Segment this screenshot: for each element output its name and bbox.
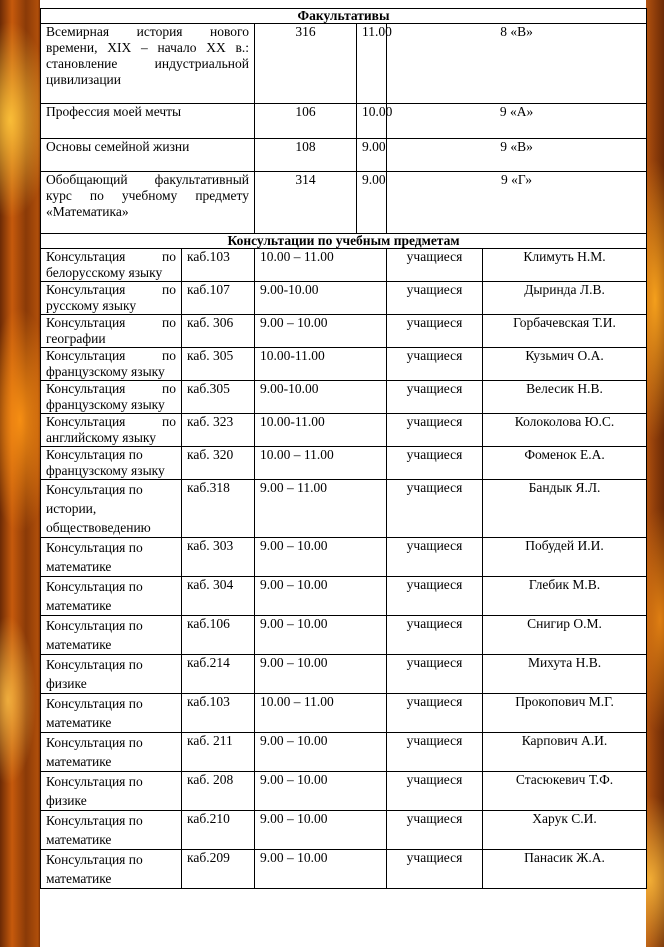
elective-room: 108 [255,139,357,172]
consultation-row [41,538,647,577]
subject-word: Консультация [46,348,126,363]
consultation-room: каб.103 [182,249,255,282]
consultation-teacher: Стасюкевич Т.Ф. [483,772,647,811]
consultation-subject: Консультация по физике [41,655,182,694]
consultation-room: каб. 306 [182,315,255,348]
consultation-teacher: Фоменок Е.А. [483,447,647,480]
consultation-time: 10.00-11.00 [255,348,387,381]
consultation-teacher: Михута Н.В. [483,655,647,694]
consultation-room: каб.305 [182,381,255,414]
consultation-audience: учащиеся [387,655,483,694]
consultation-audience: учащиеся [387,694,483,733]
consultation-row [41,811,647,850]
consultation-room: каб.107 [182,282,255,315]
consultation-subject [41,348,182,381]
elective-row [41,139,647,172]
consultation-time: 9.00 – 10.00 [255,733,387,772]
elective-time: 9.00 [357,172,387,234]
consultation-audience: учащиеся [387,249,483,282]
consultation-row [41,733,647,772]
consultation-subject: Консультация по математике [41,811,182,850]
consultation-teacher: Климуть Н.М. [483,249,647,282]
subject-line-1 [46,447,176,463]
subject-word: по [162,348,176,363]
elective-row [41,172,647,234]
consultation-subject: Консультация по математике [41,616,182,655]
consultation-time: 9.00 – 10.00 [255,538,387,577]
subject-word: по [162,282,176,297]
subject-word: Консультация [46,315,126,330]
consultation-audience: учащиеся [387,850,483,889]
consultation-subject: Консультация по истории, обществоведению [41,480,182,538]
consultation-teacher: Дыринда Л.В. [483,282,647,315]
elective-course: Всемирная история нового времени, XIX – начало XX в.: становление индустриальной цивилизации [41,24,255,104]
subject-line-1 [46,381,176,397]
consultation-audience: учащиеся [387,772,483,811]
consultation-room: каб.210 [182,811,255,850]
consultation-subject [41,315,182,348]
consultation-time: 9.00 – 10.00 [255,850,387,889]
consultation-row [41,381,647,414]
elective-time: 11.00 [357,24,387,104]
consultation-audience: учащиеся [387,538,483,577]
consultation-room: каб.103 [182,694,255,733]
consultation-subject: Консультация по физике [41,772,182,811]
consultation-subject: Консультация по математике [41,733,182,772]
consultation-row [41,414,647,447]
elective-course: Обобщающий факультативный курс по учебному предмету «Математика» [41,172,255,234]
consultation-row [41,447,647,480]
consultation-subject [41,282,182,315]
consultation-room: каб. 320 [182,447,255,480]
elective-row [41,24,647,104]
consultation-row [41,850,647,889]
subject-line-1 [46,348,176,364]
consultation-audience: учащиеся [387,315,483,348]
elective-time: 10.00 [357,104,387,139]
subject-line-2: английскому языку [46,430,157,445]
consultation-room: каб. 304 [182,577,255,616]
consultation-row [41,616,647,655]
consultation-teacher: Горбачевская Т.И. [483,315,647,348]
consultation-subject [41,249,182,282]
consultation-time: 10.00-11.00 [255,414,387,447]
consultation-teacher: Кузьмич О.А. [483,348,647,381]
subject-word: Консультация [46,249,126,264]
subject-line-2: французскому языку [46,397,165,412]
elective-class: 9 «Г» [387,172,647,234]
elective-class: 8 «В» [387,24,647,104]
consultation-row [41,655,647,694]
consultation-subject [41,447,182,480]
consultation-audience: учащиеся [387,282,483,315]
consultation-time: 9.00 – 10.00 [255,655,387,694]
consultation-row [41,282,647,315]
schedule-table [40,8,647,889]
consultation-room: каб.209 [182,850,255,889]
consultation-teacher: Бандык Я.Л. [483,480,647,538]
electives-heading: Факультативы [41,9,647,24]
consultation-teacher: Побудей И.И. [483,538,647,577]
subject-line-1 [46,315,176,331]
subject-word: по [162,249,176,264]
consultation-time: 9.00 – 10.00 [255,577,387,616]
consultations-heading-row [41,234,647,249]
consultation-teacher: Колоколова Ю.С. [483,414,647,447]
consultation-subject: Консультация по математике [41,577,182,616]
subject-word: Консультация по [46,447,143,462]
consultation-time: 9.00 – 11.00 [255,480,387,538]
consultation-room: каб. 211 [182,733,255,772]
elective-room: 316 [255,24,357,104]
subject-word: по [162,315,176,330]
consultation-room: каб.318 [182,480,255,538]
consultation-subject [41,381,182,414]
consultation-audience: учащиеся [387,348,483,381]
consultation-time: 9.00-10.00 [255,282,387,315]
consultation-teacher: Карпович А.И. [483,733,647,772]
consultation-time: 9.00 – 10.00 [255,616,387,655]
consultation-teacher: Харук С.И. [483,811,647,850]
consultation-time: 10.00 – 11.00 [255,694,387,733]
consultation-audience: учащиеся [387,811,483,850]
consultation-subject: Консультация по математике [41,850,182,889]
consultation-teacher: Глебик М.В. [483,577,647,616]
consultations-heading: Консультации по учебным предметам [41,234,647,249]
consultation-row [41,577,647,616]
elective-room: 314 [255,172,357,234]
consultation-teacher: Прокопович М.Г. [483,694,647,733]
consultation-teacher: Велесик Н.В. [483,381,647,414]
subject-line-2: французскому языку [46,364,165,379]
consultation-row [41,480,647,538]
consultation-audience: учащиеся [387,616,483,655]
consultation-audience: учащиеся [387,414,483,447]
consultation-subject [41,414,182,447]
subject-word: Консультация [46,414,126,429]
consultation-time: 9.00-10.00 [255,381,387,414]
subject-word: по [162,414,176,429]
consultation-room: каб. 303 [182,538,255,577]
consultation-teacher: Снигир О.М. [483,616,647,655]
consultation-time: 9.00 – 10.00 [255,811,387,850]
consultation-room: каб. 323 [182,414,255,447]
consultation-time: 9.00 – 10.00 [255,315,387,348]
consultation-subject: Консультация по математике [41,694,182,733]
consultation-row [41,249,647,282]
consultation-audience: учащиеся [387,733,483,772]
subject-line-2: белорусскому языку [46,265,163,280]
consultation-teacher: Панасик Ж.А. [483,850,647,889]
consultation-audience: учащиеся [387,577,483,616]
consultation-time: 10.00 – 11.00 [255,249,387,282]
electives-heading-row [41,9,647,24]
subject-line-1 [46,249,176,265]
consultation-room: каб.214 [182,655,255,694]
consultation-audience: учащиеся [387,447,483,480]
consultation-audience: учащиеся [387,480,483,538]
consultation-subject: Консультация по математике [41,538,182,577]
subject-line-2: французскому языку [46,463,165,478]
consultation-room: каб. 305 [182,348,255,381]
subject-word: Консультация [46,282,126,297]
elective-course: Основы семейной жизни [41,139,255,172]
elective-room: 106 [255,104,357,139]
consultation-row [41,348,647,381]
consultation-room: каб.106 [182,616,255,655]
consultation-time: 10.00 – 11.00 [255,447,387,480]
subject-word: Консультация [46,381,126,396]
subject-line-2: географии [46,331,106,346]
elective-course: Профессия моей мечты [41,104,255,139]
elective-class: 9 «В» [387,139,647,172]
consultation-audience: учащиеся [387,381,483,414]
consultation-time: 9.00 – 10.00 [255,772,387,811]
subject-line-1 [46,414,176,430]
elective-row [41,104,647,139]
subject-word: по [162,381,176,396]
consultation-room: каб. 208 [182,772,255,811]
subject-line-1 [46,282,176,298]
consultation-row [41,694,647,733]
elective-time: 9.00 [357,139,387,172]
subject-line-2: русскому языку [46,298,137,313]
consultation-row [41,315,647,348]
elective-class: 9 «А» [387,104,647,139]
consultation-row [41,772,647,811]
